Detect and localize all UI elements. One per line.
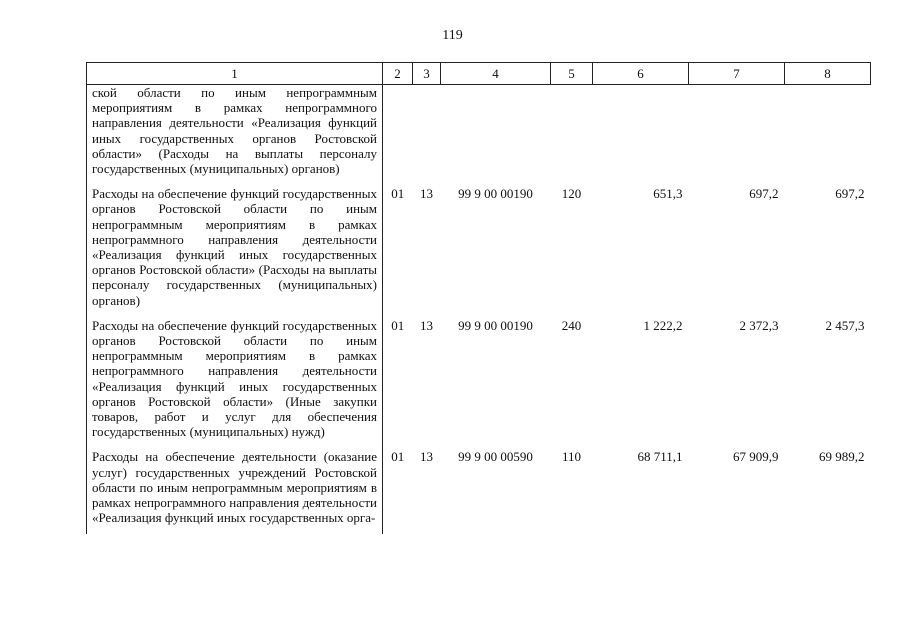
- table-row: [87, 448, 871, 534]
- row-target-article: 99 9 00 00190: [458, 186, 533, 202]
- row-amount-1: 651,3: [653, 186, 683, 202]
- row-expense-type: [551, 85, 593, 186]
- row-amount-3: 2 457,3: [825, 317, 865, 333]
- row-subsection: 13: [420, 186, 433, 202]
- table-row: [87, 185, 871, 317]
- table-body: [87, 85, 871, 535]
- row-target-article: [441, 85, 551, 186]
- row-description: Расходы на обеспечение функций государственных органов Ростовской области по иным непрограммным мероприятиям в рамках непрограммного направления деятельности «Реализация функций иных государственных органов Ростовской области» (Расходы на выплаты персоналу государственных (муниципальных) органов): [87, 185, 383, 317]
- table-row: [87, 317, 871, 449]
- row-amount-2: 67 909,9: [733, 449, 779, 465]
- row-target-article: 99 9 00 00190: [458, 317, 533, 333]
- row-section: 01: [391, 186, 405, 202]
- row-subsection: 13: [420, 317, 433, 333]
- row-expense-type: 120: [561, 186, 582, 202]
- row-expense-type: 240: [561, 317, 582, 333]
- header-col-2: 2: [383, 63, 413, 85]
- row-section: [383, 85, 413, 186]
- header-col-8: 8: [785, 63, 871, 85]
- row-amount-3: [785, 85, 871, 186]
- row-target-article: 99 9 00 00590: [458, 449, 533, 465]
- row-amount-2: [689, 85, 785, 186]
- row-description: ской области по иным непрограммным мероприятиям в рамках непрограммного направления деятельности «Реализация функций иных государственных органов Ростовской области» (Расходы на выплаты персоналу государственных (муниципальных) органов): [87, 85, 383, 186]
- header-row: [87, 63, 871, 85]
- row-expense-type: 110: [561, 449, 582, 465]
- header-col-3: 3: [413, 63, 441, 85]
- header-col-1: 1: [87, 63, 383, 85]
- header-col-5: 5: [551, 63, 593, 85]
- row-amount-3: 69 989,2: [819, 449, 865, 465]
- row-description: Расходы на обеспечение деятельности (оказание услуг) государственных учреждений Ростовской области по иным непрограммным мероприятиям в рамках непрограммного направления деятельности «Реализация функций иных государственных орга-: [87, 448, 383, 534]
- row-amount-3: 697,2: [835, 186, 865, 202]
- row-amount-2: 697,2: [749, 186, 779, 202]
- table-row: [87, 85, 871, 186]
- budget-table: [86, 62, 871, 534]
- row-subsection: 13: [420, 449, 433, 465]
- row-amount-1: 68 711,1: [637, 449, 683, 465]
- row-section: 01: [391, 317, 405, 333]
- row-section: 01: [391, 449, 405, 465]
- page-number: 119: [442, 28, 463, 43]
- row-amount-1: [593, 85, 689, 186]
- row-amount-1: 1 222,2: [643, 317, 683, 333]
- header-col-4: 4: [441, 63, 551, 85]
- row-subsection: [413, 85, 441, 186]
- header-col-6: 6: [593, 63, 689, 85]
- row-description: Расходы на обеспечение функций государственных органов Ростовской области по иным непрограммным мероприятиям в рамках непрограммного направления деятельности «Реализация функций иных государственных органов Ростовской области» (Иные закупки товаров, работ и услуг для обеспечения государственных (муниципальных) нужд): [87, 317, 383, 449]
- header-col-7: 7: [689, 63, 785, 85]
- row-amount-2: 2 372,3: [739, 317, 779, 333]
- table-header: [87, 63, 871, 85]
